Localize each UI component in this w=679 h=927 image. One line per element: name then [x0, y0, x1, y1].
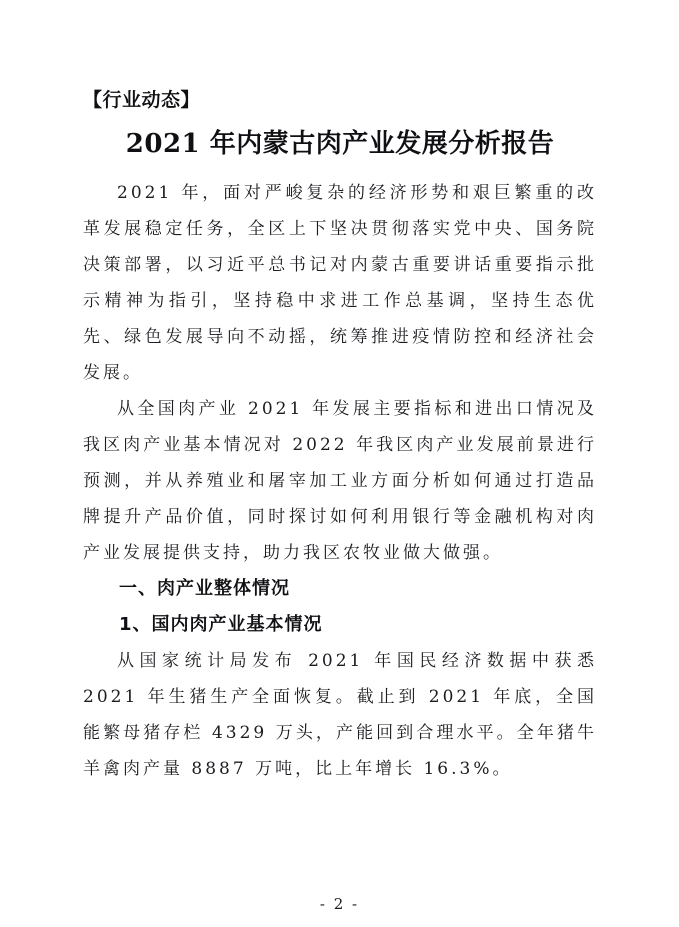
- document-title: 2021 年内蒙古肉产业发展分析报告: [125, 129, 555, 159]
- section-tag: 【行业动态】: [83, 89, 201, 111]
- heading-industry-overview: 一、肉产业整体情况: [119, 578, 290, 599]
- page-number: - 2 -: [319, 895, 360, 913]
- heading-domestic-meat-industry: 1、国内肉产业基本情况: [119, 614, 323, 635]
- document-body: [83, 175, 597, 787]
- page-content: [83, 88, 597, 787]
- paragraph-intro: 2021 年，面对严峻复杂的经济形势和艰巨繁重的改革发展稳定任务，全区上下坚决贯彻落实党中央、国务院决策部署，以习近平总书记对内蒙古重要讲话重要指示批示精神为指引，坚持稳中求进工作总基调，坚持生态优先、绿色发展导向不动摇，统筹推进疫情防控和经济社会发展。: [83, 183, 597, 383]
- paragraph-national-statistics: 从国家统计局发布 2021 年国民经济数据中获悉 2021 年生猪生产全面恢复。截止到 2021 年底，全国能繁母猪存栏 4329 万头，产能回到合理水平。全年猪牛羊禽肉产量 8887 万吨，比上年增长 16.3%。: [83, 651, 597, 779]
- paragraph-forecast: 从全国肉产业 2021 年发展主要指标和进出口情况及我区肉产业基本情况对 2022 年我区肉产业发展前景进行预测，并从养殖业和屠宰加工业方面分析如何通过打造品牌提升产品价值，同时探讨如何利用银行等金融机构对肉产业发展提供支持，助力我区农牧业做大做强。: [83, 399, 597, 563]
